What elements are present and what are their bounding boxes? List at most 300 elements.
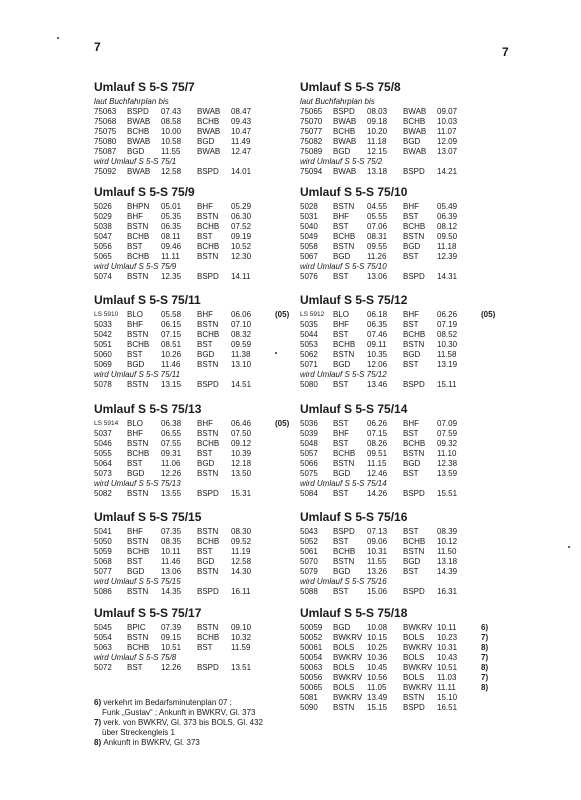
timetable-row: [94, 272, 294, 282]
departure-time: 07.35: [161, 527, 182, 536]
departure-time: 06.26: [367, 419, 388, 428]
timetable-row: [94, 147, 294, 157]
departure-time: 09.55: [367, 242, 388, 251]
continuation-note: wird Umlauf S 5-S 75/13: [94, 479, 181, 488]
departure-time: 10.31: [367, 547, 388, 556]
timetable-row: [94, 127, 294, 137]
timetable-row: [94, 212, 294, 222]
timetable-row: [300, 137, 500, 147]
departure-time: 07.43: [161, 107, 182, 116]
origin-station: BGD: [333, 360, 351, 369]
origin-station: BOLS: [333, 663, 355, 672]
arrival-time: 11.59: [231, 643, 251, 652]
departure-time: 09.18: [367, 117, 388, 126]
train-number: 5077: [94, 567, 112, 576]
destination-station: BCHB: [197, 537, 220, 546]
origin-station: BCHB: [333, 127, 356, 136]
timetable-row: [94, 419, 294, 429]
train-number: 75075: [94, 127, 117, 136]
train-number: 5070: [300, 557, 318, 566]
arrival-time: 08.30: [231, 527, 252, 536]
arrival-time: 14.11: [231, 272, 251, 281]
continuation-note: wird Umlauf S 5-S 75/11: [94, 370, 181, 379]
arrival-time: 12.09: [437, 137, 458, 146]
destination-station: BWKRV: [403, 683, 433, 692]
timetable-row: [300, 380, 500, 390]
train-number: 5074: [94, 272, 112, 281]
train-number: 5086: [94, 587, 112, 596]
train-number: 5044: [300, 330, 318, 339]
timetable-row: [300, 127, 500, 137]
arrival-time: 07.59: [437, 429, 458, 438]
departure-time: 11.46: [161, 557, 181, 566]
origin-station: BSTN: [333, 703, 355, 712]
arrival-time: 07.52: [231, 222, 252, 231]
circulation-block: [300, 185, 500, 282]
train-number: 5026: [94, 202, 112, 211]
train-number: 5076: [300, 272, 318, 281]
arrival-time: 09.32: [437, 439, 458, 448]
block-title: Umlauf S 5-S 75/11: [94, 293, 201, 307]
arrival-time: 13.59: [437, 469, 458, 478]
departure-time: 06.35: [367, 320, 388, 329]
departure-time: 10.51: [161, 643, 182, 652]
train-number: 75063: [94, 107, 117, 116]
arrival-time: 06.46: [231, 419, 252, 428]
departure-time: 08.31: [367, 232, 388, 241]
arrival-time: 08.32: [231, 330, 252, 339]
departure-time: 13.18: [367, 167, 388, 176]
arrival-time: 06.30: [231, 212, 252, 221]
train-number: LS 5914: [94, 420, 119, 427]
destination-station: BST: [403, 252, 419, 261]
destination-station: BSTN: [197, 212, 219, 221]
train-number: 5055: [94, 449, 112, 458]
remark: (05): [275, 419, 290, 428]
arrival-time: 09.43: [231, 117, 252, 126]
destination-station: BHF: [403, 202, 419, 211]
origin-station: BSTN: [127, 380, 149, 389]
origin-station: BHF: [333, 429, 349, 438]
train-number: 75089: [300, 147, 323, 156]
arrival-time: 15.11: [437, 380, 457, 389]
train-number: 5029: [94, 212, 112, 221]
origin-station: BGD: [333, 567, 351, 576]
destination-station: BSPD: [403, 167, 425, 176]
origin-station: BCHB: [127, 547, 150, 556]
origin-station: BWKRV: [333, 693, 363, 702]
destination-station: BCHB: [197, 439, 220, 448]
destination-station: BST: [403, 567, 419, 576]
origin-station: BGD: [127, 147, 145, 156]
destination-station: BOLS: [403, 673, 425, 682]
block-title: Umlauf S 5-S 75/18: [300, 606, 408, 620]
destination-station: BST: [403, 360, 419, 369]
departure-time: 05.58: [161, 310, 182, 319]
timetable-row: [300, 167, 500, 177]
continuation-note: wird Umlauf S 5-S 75/8: [94, 653, 177, 662]
origin-station: BST: [127, 242, 143, 251]
timetable-row: [300, 449, 500, 459]
destination-station: BST: [403, 527, 419, 536]
origin-station: BSTN: [127, 633, 149, 642]
origin-station: BCHB: [333, 449, 356, 458]
destination-station: BSPD: [403, 587, 425, 596]
timetable-row: [300, 147, 500, 157]
destination-station: BGD: [197, 557, 215, 566]
arrival-time: 14.01: [231, 167, 252, 176]
arrival-time: 12.47: [231, 147, 252, 156]
timetable-row: [300, 489, 500, 499]
origin-station: BSTN: [333, 350, 355, 359]
arrival-time: 13.50: [231, 469, 252, 478]
footnote: [94, 718, 294, 728]
timetable-row: [94, 380, 294, 390]
timetable-row: [300, 340, 500, 350]
timetable-row: [94, 202, 294, 212]
remark: 7): [481, 653, 489, 662]
departure-time: 11.55: [161, 147, 181, 156]
train-number: 5084: [300, 489, 318, 498]
train-number: 50052: [300, 633, 323, 642]
departure-time: 07.46: [367, 330, 388, 339]
arrival-time: 10.43: [437, 653, 458, 662]
destination-station: BGD: [403, 557, 421, 566]
timetable-row: [300, 643, 500, 653]
train-number: 5056: [94, 242, 112, 251]
arrival-time: 05.29: [231, 202, 252, 211]
destination-station: BGD: [403, 137, 421, 146]
timetable-row: [94, 663, 294, 673]
timetable-row: [300, 350, 500, 360]
destination-station: BGD: [403, 242, 421, 251]
departure-time: 07.39: [161, 623, 182, 632]
destination-station: BSPD: [403, 380, 425, 389]
train-number: 5060: [94, 350, 112, 359]
train-number: 5052: [300, 537, 318, 546]
train-number: 75082: [300, 137, 323, 146]
destination-station: BST: [403, 212, 419, 221]
timetable-row: [94, 330, 294, 340]
remark: 8): [481, 683, 489, 692]
arrival-time: 13.07: [437, 147, 458, 156]
train-number: 5033: [94, 320, 112, 329]
remark: (05): [481, 310, 496, 319]
destination-station: BCHB: [403, 222, 426, 231]
timetable-row: [94, 643, 294, 653]
remark: (05): [275, 310, 290, 319]
origin-station: BHPN: [127, 202, 150, 211]
departure-time: 12.06: [367, 360, 388, 369]
origin-station: BCHB: [127, 232, 150, 241]
arrival-time: 11.49: [231, 137, 251, 146]
arrival-time: 09.59: [231, 340, 252, 349]
destination-station: BST: [197, 449, 213, 458]
arrival-time: 14.51: [231, 380, 252, 389]
origin-station: BGD: [333, 252, 351, 261]
timetable-row: [300, 117, 500, 127]
train-number: 5047: [94, 232, 112, 241]
departure-time: 08.51: [161, 340, 182, 349]
destination-station: BCHB: [403, 330, 426, 339]
destination-station: BGD: [403, 350, 421, 359]
departure-time: 12.26: [161, 469, 182, 478]
timetable-row: [300, 587, 500, 597]
origin-station: BCHB: [333, 232, 356, 241]
destination-station: BCHB: [197, 633, 220, 642]
arrival-time: 07.19: [437, 320, 458, 329]
origin-station: BSTN: [333, 557, 355, 566]
footnote-text: Ankunft in BWKRV, Gl. 373: [103, 738, 200, 747]
destination-station: BHF: [197, 202, 213, 211]
timetable-row: [300, 663, 500, 673]
departure-time: 09.31: [161, 449, 182, 458]
train-number: 5040: [300, 222, 318, 231]
origin-station: BGD: [127, 469, 145, 478]
arrival-time: 10.51: [437, 663, 458, 672]
timetable-row: [94, 439, 294, 449]
arrival-time: 12.58: [231, 557, 252, 566]
arrival-time: 13.10: [231, 360, 252, 369]
block-subtitle: laut Buchfahrplan bis: [300, 97, 375, 106]
destination-station: BSPD: [403, 703, 425, 712]
timetable-row: [94, 557, 294, 567]
arrival-time: 12.38: [437, 459, 458, 468]
departure-time: 09.15: [161, 633, 182, 642]
footnote-number: 6): [94, 698, 104, 707]
departure-time: 12.35: [161, 272, 182, 281]
timetable-row: [300, 703, 500, 713]
origin-station: BWKRV: [333, 653, 363, 662]
origin-station: BST: [333, 222, 349, 231]
arrival-time: 14.31: [437, 272, 458, 281]
origin-station: BOLS: [333, 643, 355, 652]
destination-station: BWAB: [403, 107, 427, 116]
footnotes: [94, 698, 294, 748]
remark: 8): [481, 643, 489, 652]
origin-station: BHF: [127, 212, 143, 221]
train-number: 5079: [300, 567, 318, 576]
arrival-time: 08.47: [231, 107, 252, 116]
origin-station: BCHB: [127, 449, 150, 458]
timetable-row: [300, 537, 500, 547]
destination-station: BSPD: [197, 167, 219, 176]
destination-station: BSTN: [197, 567, 219, 576]
destination-station: BSTN: [197, 527, 219, 536]
arrival-time: 09.19: [231, 232, 252, 241]
departure-time: 11.46: [161, 360, 181, 369]
destination-station: BSPD: [403, 272, 425, 281]
departure-time: 11.11: [161, 252, 180, 261]
footnote-number: 7): [94, 718, 104, 727]
train-number: 5046: [94, 439, 112, 448]
timetable-row: [300, 567, 500, 577]
destination-station: BSTN: [197, 469, 219, 478]
departure-time: 11.15: [367, 459, 387, 468]
origin-station: BHF: [333, 320, 349, 329]
circulation-block: [94, 185, 294, 282]
origin-station: BWKRV: [333, 633, 363, 642]
train-number: 5037: [94, 429, 112, 438]
departure-time: 09.11: [367, 340, 387, 349]
origin-station: BCHB: [333, 340, 356, 349]
arrival-time: 11.10: [437, 449, 457, 458]
timetable-row: [94, 320, 294, 330]
train-number: 75092: [94, 167, 117, 176]
destination-station: BST: [197, 643, 213, 652]
origin-station: BHF: [127, 527, 143, 536]
destination-station: BSTN: [197, 429, 219, 438]
train-number: 5036: [300, 419, 318, 428]
departure-time: 15.15: [367, 703, 388, 712]
destination-station: BSTN: [403, 449, 425, 458]
train-number: 50061: [300, 643, 323, 652]
origin-station: BSTN: [127, 489, 149, 498]
origin-station: BSTN: [333, 242, 355, 251]
arrival-time: 11.07: [437, 127, 457, 136]
destination-station: BST: [403, 469, 419, 478]
departure-time: 10.56: [367, 673, 388, 682]
destination-station: BGD: [197, 459, 215, 468]
origin-station: BST: [127, 459, 143, 468]
departure-time: 06.35: [161, 222, 182, 231]
destination-station: BWKRV: [403, 643, 433, 652]
arrival-time: 15.51: [437, 489, 458, 498]
remark: 7): [481, 673, 489, 682]
timetable-row: [94, 232, 294, 242]
train-number: 5031: [300, 212, 318, 221]
arrival-time: 12.39: [437, 252, 458, 261]
block-title: Umlauf S 5-S 75/15: [94, 510, 202, 524]
arrival-time: 16.51: [437, 703, 458, 712]
destination-station: BWKRV: [403, 623, 433, 632]
departure-time: 14.26: [367, 489, 388, 498]
origin-station: BSTN: [127, 587, 149, 596]
departure-time: 12.46: [367, 469, 388, 478]
departure-time: 08.35: [161, 537, 182, 546]
origin-station: BWKRV: [333, 673, 363, 682]
departure-time: 10.26: [161, 350, 182, 359]
page-number-right: 7: [502, 45, 509, 59]
destination-station: BCHB: [197, 117, 220, 126]
timetable-row: [300, 653, 500, 663]
timetable-row: [300, 419, 500, 429]
arrival-time: 10.11: [437, 623, 457, 632]
destination-station: BGD: [197, 350, 215, 359]
block-title: Umlauf S 5-S 75/12: [300, 293, 408, 307]
train-number: 5066: [300, 459, 318, 468]
departure-time: 09.06: [367, 537, 388, 546]
destination-station: BST: [197, 232, 213, 241]
circulation-block: [300, 293, 500, 390]
destination-station: BSPD: [197, 272, 219, 281]
origin-station: BWAB: [333, 167, 357, 176]
train-number: 5067: [300, 252, 318, 261]
train-number: 5061: [300, 547, 318, 556]
origin-station: BST: [333, 419, 349, 428]
scan-speck: [568, 546, 570, 548]
train-number: 5058: [300, 242, 318, 251]
departure-time: 05.35: [161, 212, 182, 221]
timetable-row: [300, 469, 500, 479]
train-number: 5059: [94, 547, 112, 556]
block-title: Umlauf S 5-S 75/10: [300, 185, 408, 199]
train-number: 50059: [300, 623, 323, 632]
timetable-row: [94, 459, 294, 469]
departure-time: 15.06: [367, 587, 388, 596]
timetable-row: [94, 489, 294, 499]
origin-station: BCHB: [127, 643, 150, 652]
destination-station: BHF: [403, 310, 419, 319]
departure-time: 13.55: [161, 489, 182, 498]
timetable-row: [94, 242, 294, 252]
train-number: 5035: [300, 320, 318, 329]
origin-station: BSTN: [127, 537, 149, 546]
continuation-note: wird Umlauf S 5-S 75/10: [300, 262, 387, 271]
train-number: 50054: [300, 653, 323, 662]
origin-station: BST: [333, 587, 349, 596]
departure-time: 07.15: [161, 330, 182, 339]
origin-station: BLO: [127, 419, 144, 428]
departure-time: 12.26: [161, 663, 182, 672]
block-title: Umlauf S 5-S 75/13: [94, 402, 202, 416]
footnote: [94, 738, 294, 748]
circulation-block: [300, 510, 500, 597]
timetable-row: [300, 320, 500, 330]
destination-station: BGD: [197, 137, 215, 146]
origin-station: BCHB: [127, 252, 150, 261]
timetable-row: [300, 623, 500, 633]
train-number: 5053: [300, 340, 318, 349]
departure-time: 11.05: [367, 683, 387, 692]
departure-time: 10.08: [367, 623, 388, 632]
timetable-row: [94, 252, 294, 262]
block-title: Umlauf S 5-S 75/14: [300, 402, 408, 416]
train-number: 75094: [300, 167, 323, 176]
train-number: 5039: [300, 429, 318, 438]
origin-station: BPIC: [127, 623, 146, 632]
train-number: 5088: [300, 587, 318, 596]
destination-station: BOLS: [403, 633, 425, 642]
departure-time: 06.55: [161, 429, 182, 438]
arrival-time: 11.58: [437, 350, 457, 359]
origin-station: BST: [333, 439, 349, 448]
timetable-row: [94, 222, 294, 232]
departure-time: 05.55: [367, 212, 388, 221]
origin-station: BCHB: [127, 340, 150, 349]
destination-station: BSPD: [197, 489, 219, 498]
arrival-time: 08.12: [437, 222, 458, 231]
destination-station: BWAB: [403, 147, 427, 156]
destination-station: BWKRV: [403, 663, 433, 672]
arrival-time: 07.50: [231, 429, 252, 438]
circulation-block: [94, 510, 294, 597]
departure-time: 14.35: [161, 587, 182, 596]
timetable-row: [300, 360, 500, 370]
arrival-time: 09.50: [437, 232, 458, 241]
circulation-block: [300, 402, 500, 499]
train-number: 5057: [300, 449, 318, 458]
origin-station: BSPD: [333, 527, 355, 536]
destination-station: BCHB: [403, 439, 426, 448]
arrival-time: 11.03: [437, 673, 457, 682]
arrival-time: 13.19: [437, 360, 458, 369]
train-number: 5064: [94, 459, 112, 468]
timetable-row: [300, 232, 500, 242]
departure-time: 11.26: [367, 252, 387, 261]
arrival-time: 15.31: [231, 489, 252, 498]
arrival-time: 13.51: [231, 663, 252, 672]
